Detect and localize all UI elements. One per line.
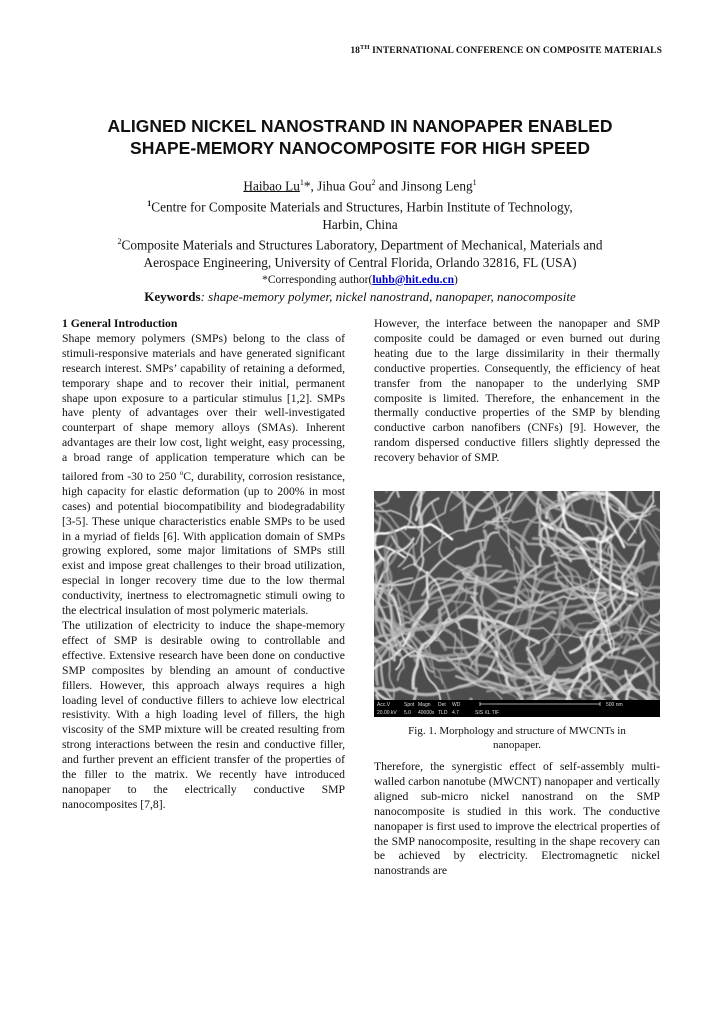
databar-wd-label: WD xyxy=(452,702,461,708)
databar-sample: SIS XL TIF xyxy=(475,710,500,716)
databar-spot: 5.0 xyxy=(404,710,411,716)
affiliation-1: $^1$Centre for Composite Materials and Structures, Harbin Institute of Technology, xyxy=(147,198,573,215)
paper-title: ALIGNED NICKEL NANOSTRAND IN NANOPAPER ENABLED SHAPE-MEMORY NANOCOMPOSITE FOR HIGH SPEED xyxy=(107,116,613,158)
sem-micrograph xyxy=(374,491,660,717)
databar-det: TLD xyxy=(438,710,448,716)
right-column-bottom xyxy=(374,760,660,879)
conference-header: 18TH INTERNATIONAL CONFERENCE ON COMPOSITE MATERIALS xyxy=(350,44,662,57)
figure-caption: Fig. 1. Morphology and structure of MWCNTs in nanopaper. xyxy=(408,725,626,751)
paragraph-2: The utilization of electricity to induce the shape-memory effect of SMP is desirable owing to controllable and effective. Extensive research have been done on conductive SMP composites by blending an amount of conductive fillers. However, this approach always requires a high loading level of conductive fillers to achieve low electrical resistivity. With a high loading level of fillers, the high viscosity of the SMP mixture will be created resulting from strong interactions between the resin and conductive filler, and further prevent an efficient transfer of the properties of the filler to the matrix. We recently have introduced nanopaper to the electrically conductive SMP nanocomposites [7,8]. xyxy=(62,619,345,811)
databar-magn-label: Magn xyxy=(418,702,431,708)
keywords: Keywords: shape-memory polymer, nickel nanostrand, nanopaper, nanocomposite xyxy=(144,289,576,304)
affiliation-2: $^2$Composite Materials and Structures Laboratory, Department of Mechanical, Materials and xyxy=(117,237,603,253)
databar-magn: 40000x xyxy=(418,710,435,716)
author-line: Haibao Lu$^1$*, Jihua Gou$^2$ and Jinsong Leng$^1$ xyxy=(243,178,477,194)
corresponding-author: *Corresponding author(luhb@hit.edu.cn) xyxy=(262,273,458,286)
databar-spot-label: Spot xyxy=(404,702,415,708)
section-heading: 1 General Introduction xyxy=(62,317,178,330)
databar-acc: 20.00 kV xyxy=(377,710,397,716)
author-block: Haibao Lu$^1$*, Jihua Gou$^2$ and Jinsong Leng$^1$ $^1$Centre for Composite Materials and Structures, Harbin Institute of Technology, Harbin, China $^2$Composite Materials and Structures Laboratory, Department of Mechanical, Materials and Aerospace Engineering, University of Central Florida, Orlando 32816, FL (USA) *Corresponding author(luhb@hit.edu.cn) xyxy=(60,174,660,289)
email-link[interactable]: luhb@hit.edu.cn xyxy=(372,273,454,286)
sem-image xyxy=(374,491,660,717)
databar-det-label: Det xyxy=(438,702,446,708)
author-lu: Haibao Lu xyxy=(243,178,300,194)
paragraph-3: However, the interface between the nanopaper and SMP composite could be damaged or even burned out during heating due to the large dissimilarity in their thermally conductive properties. Consequently, the efficiency of heat transfer from the nanopaper to the underlying SMP composite is limited. Therefore, the enhancement in the thermally conductive properties of the SMP by blending conductive carbon nanofibers (CNFs) [9]. However, the random dispersed conductive fillers slightly depressed the recovery behavior of SMP. xyxy=(374,317,660,465)
scale-bar-label: 500 nm xyxy=(606,702,623,708)
left-column xyxy=(62,317,345,813)
paragraph-4: Therefore, the synergistic effect of self-assembly multi-walled carbon nanotube (MWCNT) nanopaper and vertically aligned sub-micro nickel nanostrand on the SMP nanocomposite is studied in this work. The conductive nanopaper is first used to improve the electrical properties of the SMP nanocomposite, resulting in the shape recovery can be achieved by electricity. Electromagnetic nickel nanostrands are xyxy=(374,760,660,878)
paragraph-1: Shape memory polymers (SMPs) belong to the class of stimuli-responsive materials and have generated significant research interest. SMPs’ capability of retaining a deformed, temporary shape and to recover their initial, permanent shape upon exposure to a particular stimulus [1,2]. SMPs have plenty of advantages over their well-investigated counterpart of shape memory alloys (SMAs). Inherent advantages are their low cost, light weight, easy processing, a broad range of application temperature which can be tailored from -30 to 250 $^o$C, durability, corrosion resistance, high capacity for elastic deformation (up to 200% in most cases) and potential biocompatibility and biodegradability [3-5]. These unique characteristics enable SMPs to be used in a myriad of fields [6]. With application domain of SMPs growing explored, some major limitations of SMPs still exist and impose great challenges to their broad utilization, especial in longer recovery time due to the low thermal conductivity, inertness to electromagnetic stimuli owing to the electrical insulation of most polymeric materials. xyxy=(62,331,345,618)
right-column-top xyxy=(374,317,660,466)
databar-wd: 4.7 xyxy=(452,710,459,716)
databar-acc-label: Acc.V xyxy=(377,702,391,708)
